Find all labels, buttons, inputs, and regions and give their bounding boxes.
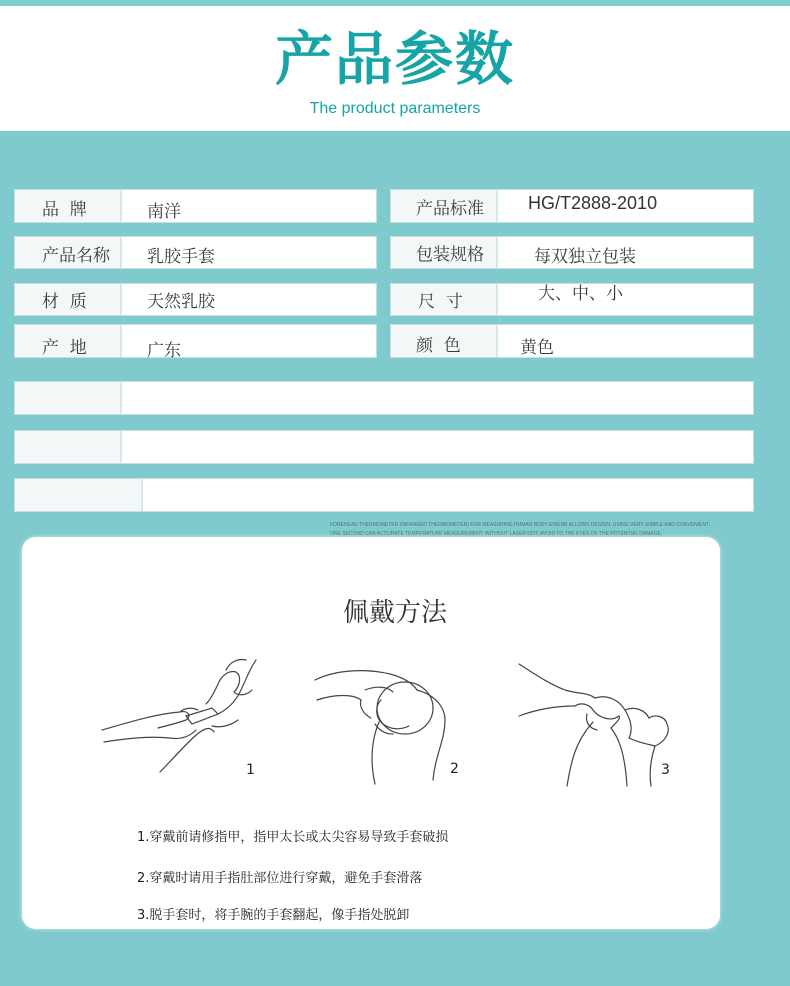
- instruction-step-2: 2.穿戴时请用手指肚部位进行穿戴，避免手套滑落: [137, 871, 423, 886]
- fine-print-line-1: FOREHEAD THERMOMETER (INFRARED THERMOMETER) FOR MEASURING HUMAN BODY EWENB ALLOWS DESIGN, USING VERY SIMPLE AND CONVENIENT.: [330, 522, 710, 528]
- figure-number-2: 2: [450, 761, 459, 777]
- instructions-title: 佩戴方法: [342, 598, 447, 628]
- param-value-size: 大、中、小: [538, 284, 623, 304]
- param-label-cell: [15, 431, 122, 463]
- glove-donning-illustration: [305, 660, 470, 790]
- param-value-name: 乳胶手套: [147, 247, 215, 267]
- param-value-color: 黄色: [520, 338, 554, 358]
- param-label-color: 颜 色: [416, 336, 461, 356]
- figure-number-1: 1: [246, 762, 255, 778]
- param-label-cell: [15, 382, 122, 414]
- figure-number-3: 3: [661, 762, 670, 778]
- instruction-step-1: 1.穿戴前请修指甲，指甲太长或太尖容易导致手套破损: [137, 830, 449, 845]
- param-label-size: 尺 寸: [418, 292, 463, 312]
- fine-print-line-2: ONE SECOND CAN ACCURATE TEMPERATURE MEASUREMENT, WITHOUT LASER DOT, AVOID TO THE EYES OF THE POTENTIAL DAMAGE,: [330, 531, 663, 537]
- empty-param-row: [14, 478, 754, 512]
- param-label-origin: 产 地: [42, 338, 87, 358]
- instruction-step-3: 3.脱手套时，将手腕的手套翻起，像手指处脱卸: [137, 908, 410, 923]
- param-value-material: 天然乳胶: [147, 292, 215, 312]
- param-value-packaging: 每双独立包装: [534, 247, 636, 267]
- param-value-origin: 广东: [147, 341, 181, 361]
- nail-trimming-illustration: [100, 652, 270, 787]
- param-label-material: 材 质: [42, 292, 87, 312]
- param-label-cell: [15, 479, 143, 511]
- param-label-packaging: 包装规格: [416, 245, 484, 265]
- top-accent-bar: [0, 0, 790, 6]
- page-subtitle: The product parameters: [309, 100, 481, 117]
- empty-param-row: [14, 381, 754, 415]
- glove-removal-illustration: [515, 658, 685, 790]
- page-title: 产品参数: [274, 25, 515, 93]
- param-value-standard: HG/T2888-2010: [528, 193, 658, 213]
- param-label-standard: 产品标准: [416, 199, 484, 219]
- param-label-name: 产品名称: [42, 246, 110, 266]
- empty-param-row: [14, 430, 754, 464]
- param-value-brand: 南洋: [147, 202, 181, 222]
- param-label-brand: 品 牌: [42, 200, 87, 220]
